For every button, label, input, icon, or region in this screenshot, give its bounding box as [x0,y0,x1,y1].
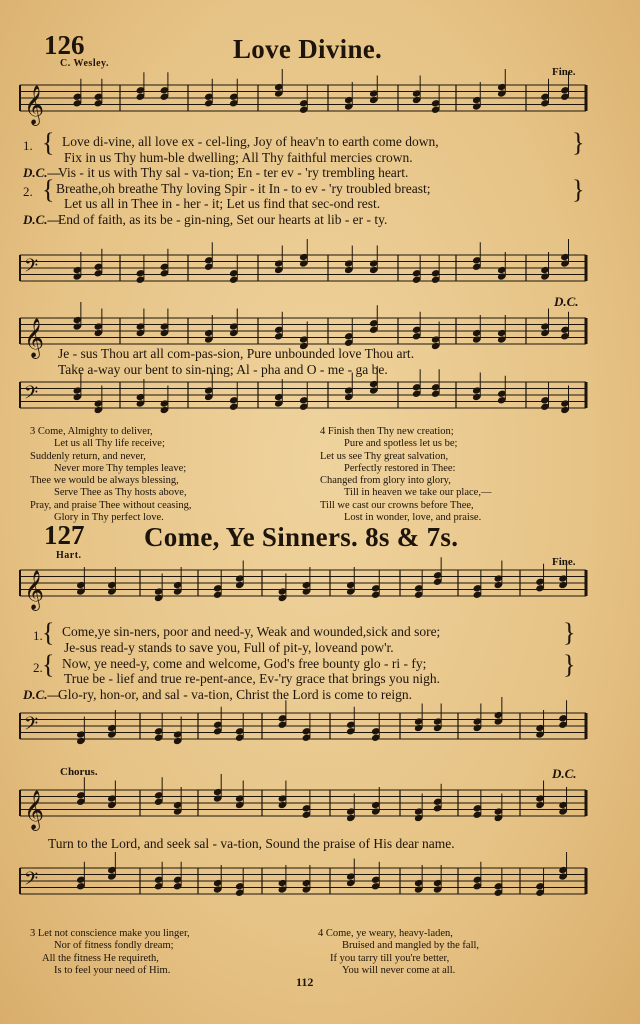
lyric-line: Take a-way our bent to sin-ning; Al - pha and O - me - ga be. [58,362,388,377]
bass-clef-icon: 𝄢 [24,869,39,894]
page-number: 112 [296,975,314,989]
bass-clef-icon: 𝄢 [24,256,39,281]
stanza-3: 3 Let not conscience make you linger, Nor of fitness fondly dream; All the fitness He requireth, Is to feel your need of Him. [30,928,190,976]
verse-label: 1. [23,138,33,153]
hymn-author: Hart. [56,550,82,561]
verse-brace: { [42,128,55,157]
lyric-line: True be - lief and true re-pent-ance, Ev-'ry grace that brings you nigh. [64,671,441,686]
verse-brace: } [563,650,576,679]
lyric-line: Glo-ry, hon-or, and sal - va-tion, Christ the Lord is come to reign. [58,687,413,702]
lyric-line: Breathe,oh breathe Thy loving Spir - it In - to ev - 'ry troubled breast; [56,181,431,196]
hymn-number: 127 [44,520,85,550]
chorus-lyric-line: Turn to the Lord, and seek sal - va-tion, Sound the praise of His dear name. [48,836,455,851]
verse-brace: { [42,618,55,647]
treble-clef-icon: 𝄞 [24,570,45,610]
dc-label: D.C.— [23,687,61,702]
verse-brace: } [563,618,576,647]
hymn-title: Come, Ye Sinners. 8s & 7s. [144,522,459,552]
treble-clef-icon: 𝄞 [24,790,45,830]
verse-label: 2. [33,660,43,675]
dc-marking: D.C. [552,766,577,781]
stanza-3: 3 Come, Almighty to deliver, Let us all Thy life receive; Suddenly return, and never, Never more Thy temples leave; Thee we would be always blessing, Serve Thee as Thy hosts above, Pray, and praise Thee without ceasing, Glory in Thy perfect love. [30,426,192,524]
hymn-author: C. Wesley. [60,58,109,69]
lyric-line: Je - sus Thou art all com-pas-sion, Pure unbounded love Thou art. [58,346,415,361]
treble-clef-icon: 𝄞 [24,318,45,358]
lyric-line: Now, ye need-y, come and welcome, God's free bounty glo - ri - fy; [62,656,427,671]
verse-brace: { [42,650,55,679]
lyric-line: Love di-vine, all love ex - cel-ling, Joy of heav'n to earth come down, [62,134,439,149]
dc-label: D.C.— [23,165,61,180]
stanza-4: 4 Come, ye weary, heavy-laden, Bruised and mangled by the fall, If you tarry till you're better, You will never come at all. [318,928,480,976]
bass-clef-icon: 𝄢 [24,383,39,408]
bass-clef-icon: 𝄢 [24,714,39,739]
lyric-line: End of faith, as its be - gin-ning, Set our hearts at lib - er - ty. [58,212,388,227]
lyric-line: Let us all in Thee in - her - it; Let us find that sec-ond rest. [64,196,381,211]
fine-marking: Fine. [552,556,576,568]
dc-marking: D.C. [554,294,579,309]
lyric-line: Fix in us Thy hum-ble dwelling; All Thy faithful mercies crown. [64,150,413,165]
lyric-line: Vis - it us with Thy sal - va-tion; En - ter ev - 'ry trembling heart. [58,165,409,180]
hymn-title: Love Divine. [233,34,383,64]
chorus-label: Chorus. [60,766,98,778]
verse-label: 2. [23,184,33,199]
stanza-4: 4 Finish then Thy new creation; Pure and spotless let us be; Let us see Thy great salvation, Perfectly restored in Thee: Changed from glory into glory, Till in heaven we take our place,— Till we cast our crowns before Thee, Lost in wonder, love, and praise. [320,426,492,524]
verse-brace: { [42,175,55,204]
verse-brace: } [572,175,585,204]
verse-brace: } [572,128,585,157]
fine-marking: Fine. [552,66,576,78]
dc-label: D.C.— [23,212,61,227]
hymn-number: 126 [44,30,85,60]
verse-label: 1. [33,628,43,643]
lyric-line: Come,ye sin-ners, poor and need-y, Weak and wounded,sick and sore; [62,624,441,639]
lyric-line: Je-sus read-y stands to save you, Full of pit-y, loveand pow'r. [64,640,394,655]
treble-clef-icon: 𝄞 [24,85,45,125]
